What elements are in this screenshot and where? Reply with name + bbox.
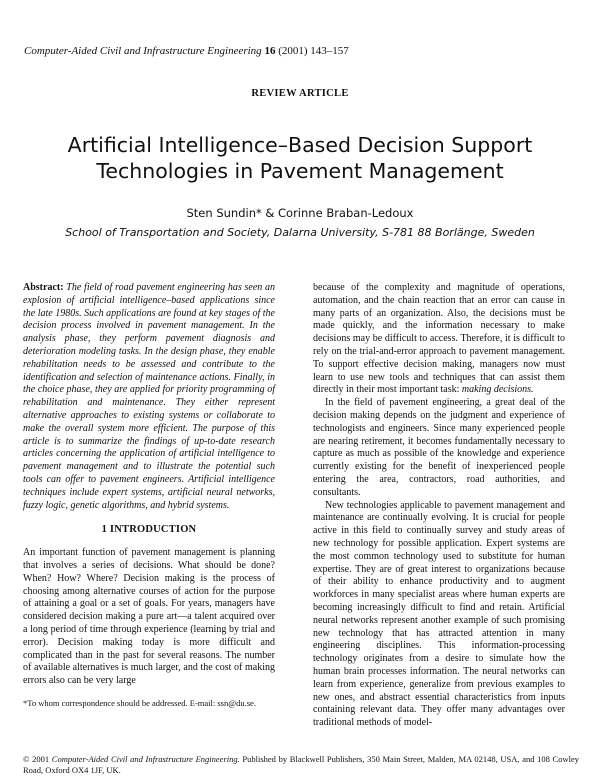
footer-journal: Computer-Aided Civil and Infrastructure Engineering. bbox=[51, 754, 240, 764]
copyright-footer bbox=[23, 754, 579, 776]
journal-name: Computer-Aided Civil and Infrastructure Engineering bbox=[24, 45, 262, 57]
footer-publisher: Published by Blackwell Publishers, 350 Main Street, Malden, MA 02148, USA, and 108 Cowley Road, Oxford OX4 1JF, UK. bbox=[23, 754, 579, 775]
right-column bbox=[313, 282, 565, 730]
title-line-1: Artificial Intelligence–Based Decision Support bbox=[67, 133, 533, 157]
journal-volume: 16 bbox=[264, 45, 276, 57]
title-line-2: Technologies in Pavement Management bbox=[96, 159, 504, 183]
intro-paragraph: An important function of pavement management is planning that involves a series of decisions. What should be done? When? How? Where? Decision making is the process of choosing among alternative courses of action for the purpose of attaining a goal or a set of goals. For years, managers have considered decision making a pure art—a talent acquired over a long period of time through experience (learning by trial and error). Decision making today is more difficult and complicated than in the past for several reasons. The number of available alternatives is much larger, and the cost of making errors also can be very large bbox=[23, 547, 275, 687]
right-paragraph-1-text: because of the complexity and magnitude of operations, automation, and the chain reaction that an error can cause in many parts of an organization. Also, the decisions must be made quickly, and the information necessary to make decisions may be difficult to access. Therefore, it is difficult to rely on the trial-and-error approach to pavement management. To support effective decision making, managers now must learn to use new tools and techniques that can assist them directly in their most important task: bbox=[313, 282, 565, 396]
article-title bbox=[40, 132, 560, 184]
right-paragraph-1 bbox=[313, 282, 565, 397]
left-column bbox=[23, 282, 275, 709]
journal-header bbox=[24, 45, 349, 57]
correspondence-footnote: *To whom correspondence should be addressed. E-mail: ssn@du.se. bbox=[23, 697, 256, 708]
abstract-text: The field of road pavement engineering has seen an explosion of artificial intelligence–based applications since the late 1980s. Such applications are found at key stages of the decision process involved in pavement management. In the analysis phase, they perform pavement diagnosis and deterioration modeling tasks. In the design phase, they enable rehabilitation needs to be assessed and contribute to the identification and selection of maintenance actions. Finally, in the choice phase, they are applied for priority programming of rehabilitation and maintenance. They either represent alternative approaches to existing systems or collaborate to make the overall system more efficient. The purpose of this article is to summarize the findings of up-to-date research articles concerning the application of artificial intelligence to pavement management and to illustrate the potential such tools can offer to pavement engineers. Artificial intelligence techniques include expert systems, artificial neural networks, fuzzy logic, genetic algorithms, and hybrid systems. bbox=[23, 282, 276, 511]
right-paragraph-2: In the field of pavement engineering, a great deal of the decision making depends on the judgment and experience of technologists and engineers. Since many experienced people are nearing retirement, it becomes fundamentally necessary to capture as much as possible of the knowledge and experience currently existing for the benefit of inexperienced people entering the area, contractors, road authorities, and consultants. bbox=[313, 397, 565, 498]
affiliation: School of Transportation and Society, Dalarna University, S-781 88 Borlänge, Sweden bbox=[65, 226, 535, 239]
abstract-label: Abstract: bbox=[23, 282, 64, 293]
right-paragraph-1-emphasis: making decisions. bbox=[461, 384, 534, 396]
right-paragraph-3: New technologies applicable to pavement management and maintenance are continually evolving. It is crucial for people active in this field to continually survey and study areas of new technology for possible application. Expert systems are the most common technology used to substitute for human expertise. They are of great interest to organizations because of their ability to enhance productivity and to augment workforces in many specialist areas where human experts are becoming increasingly difficult to find and retain. Artificial neural networks represent another example of such promising new technology that has attracted attention in many engineering disciplines. This information-processing technology originates from a desire to simulate how the human brain processes information. The neural networks can learn from experience, generalize from previous examples to new ones, and abstract essential characteristics from inputs containing relevant data. They offer many advantages over traditional methods of model- bbox=[313, 499, 565, 729]
abstract bbox=[23, 282, 275, 512]
authors: Sten Sundin* & Corinne Braban-Ledoux bbox=[186, 206, 414, 220]
section-heading-introduction: 1 INTRODUCTION bbox=[101, 524, 197, 536]
article-type-label: REVIEW ARTICLE bbox=[251, 88, 349, 99]
footer-copyright: © 2001 bbox=[23, 754, 52, 764]
journal-pages: (2001) 143–157 bbox=[278, 45, 349, 57]
